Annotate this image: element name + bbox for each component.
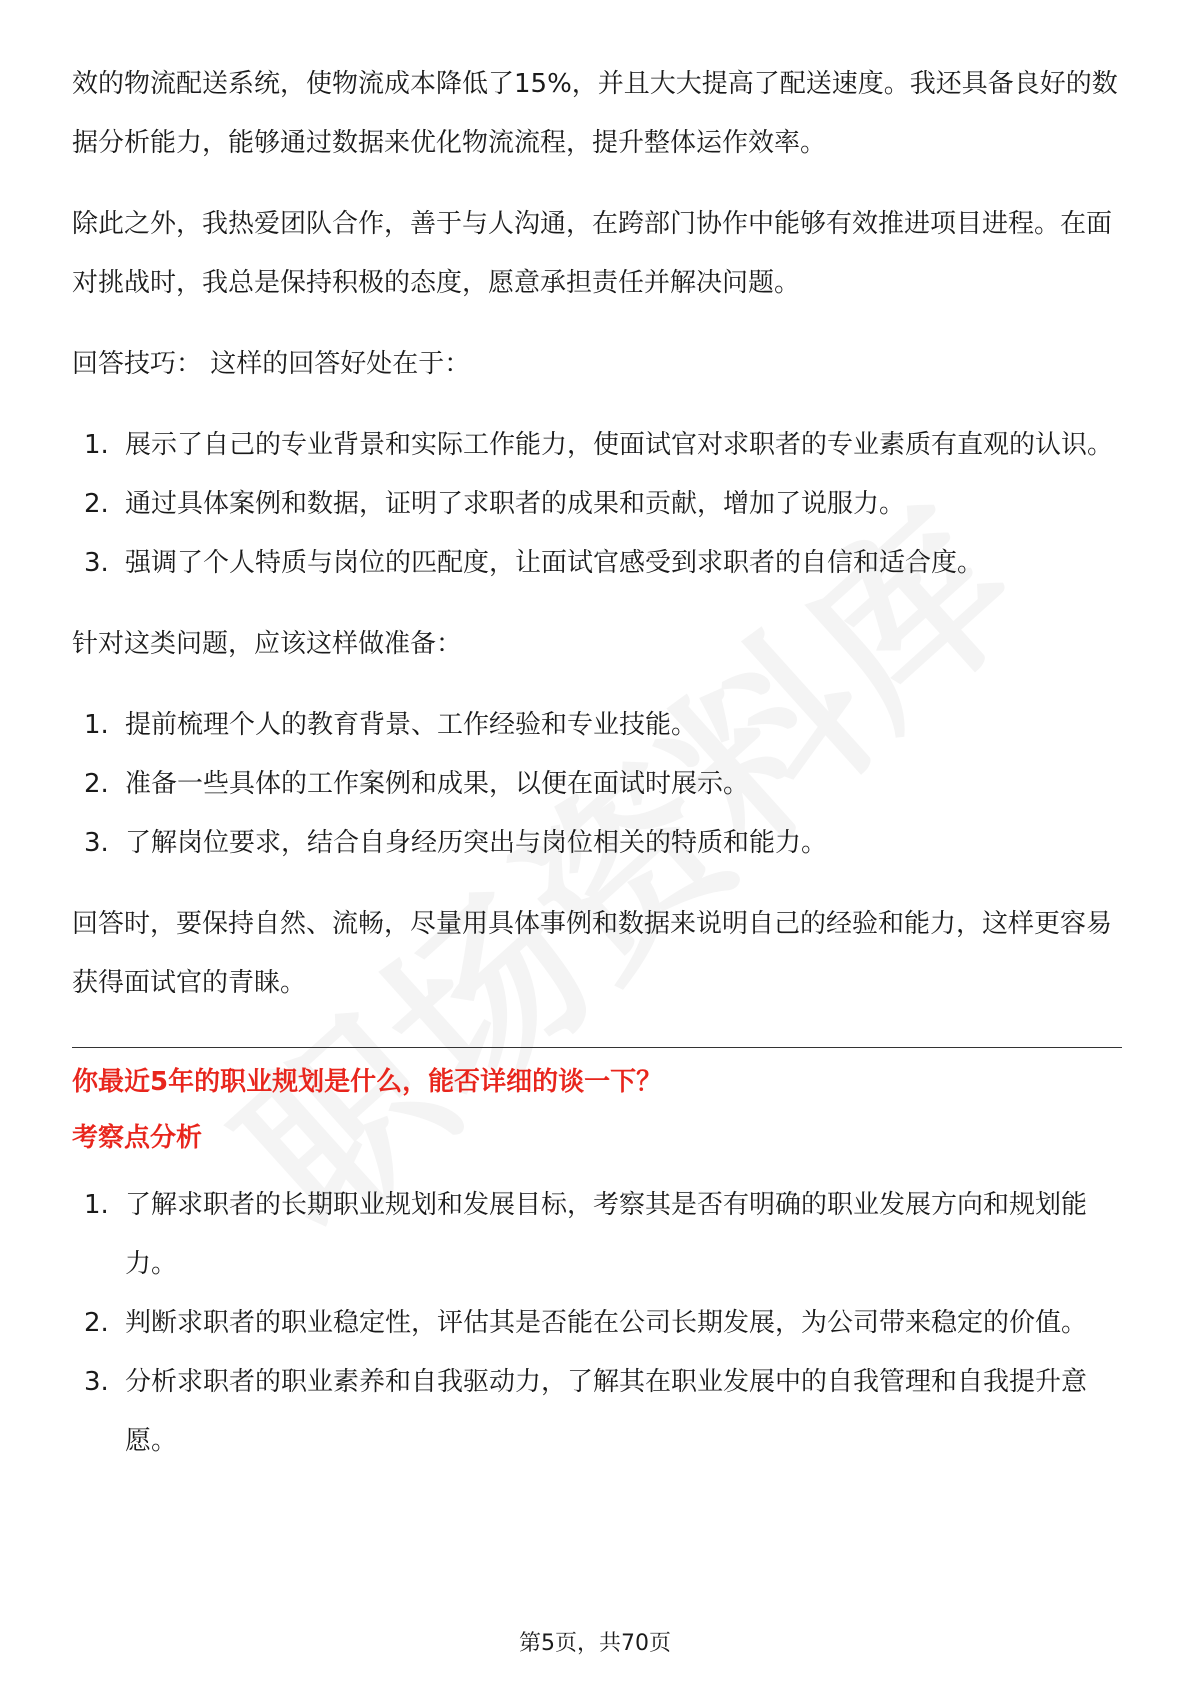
list-item: 1. 了解求职者的长期职业规划和发展目标，考察其是否有明确的职业发展方向和规划能力。 <box>84 1190 1088 1279</box>
intro-paragraph-1: 效的物流配送系统，使物流成本降低了15%，并且大大提高了配送速度。我还具备良好的数据分析能力，能够通过数据来优化物流流程，提升整体运作效率。 <box>72 69 1118 158</box>
page-footer: 第5页，共70页 <box>519 1631 671 1656</box>
question-subtitle: 考察点分析 <box>72 1123 203 1153</box>
list-item: 2. 通过具体案例和数据，证明了求职者的成果和贡献，增加了说服力。 <box>84 489 906 519</box>
tips-heading: 回答技巧： 这样的回答好处在于： <box>72 349 471 379</box>
list-item: 3. 分析求职者的职业素养和自我驱动力，了解其在职业发展中的自我管理和自我提升意愿。 <box>84 1367 1088 1456</box>
prep-heading: 针对这类问题，应该这样做准备： <box>72 629 463 659</box>
list-item: 3. 强调了个人特质与岗位的匹配度，让面试官感受到求职者的自信和适合度。 <box>84 548 984 578</box>
closing-paragraph: 回答时，要保持自然、流畅，尽量用具体事例和数据来说明自己的经验和能力，这样更容易获得面试官的青睐。 <box>72 909 1113 998</box>
list-item: 1. 展示了自己的专业背景和实际工作能力，使面试官对求职者的专业素质有直观的认识。 <box>84 430 1114 460</box>
intro-paragraph-2: 除此之外，我热爱团队合作，善于与人沟通，在跨部门协作中能够有效推进项目进程。在面对挑战时，我总是保持积极的态度，愿意承担责任并解决问题。 <box>72 209 1113 298</box>
document-page <box>72 55 1122 1493</box>
prep-list <box>72 696 1122 873</box>
list-item: 2. 准备一些具体的工作案例和成果，以便在面试时展示。 <box>84 769 750 799</box>
list-item: 2. 判断求职者的职业稳定性，评估其是否能在公司长期发展，为公司带来稳定的价值。 <box>84 1308 1088 1338</box>
question-analysis-list <box>72 1176 1122 1471</box>
tips-list <box>72 416 1122 593</box>
list-item: 1. 提前梳理个人的教育背景、工作经验和专业技能。 <box>84 710 698 740</box>
section-divider <box>72 1047 1122 1048</box>
list-item: 3. 了解岗位要求，结合自身经历突出与岗位相关的特质和能力。 <box>84 828 828 858</box>
question-title: 你最近5年的职业规划是什么，能否详细的谈一下？ <box>72 1067 663 1097</box>
